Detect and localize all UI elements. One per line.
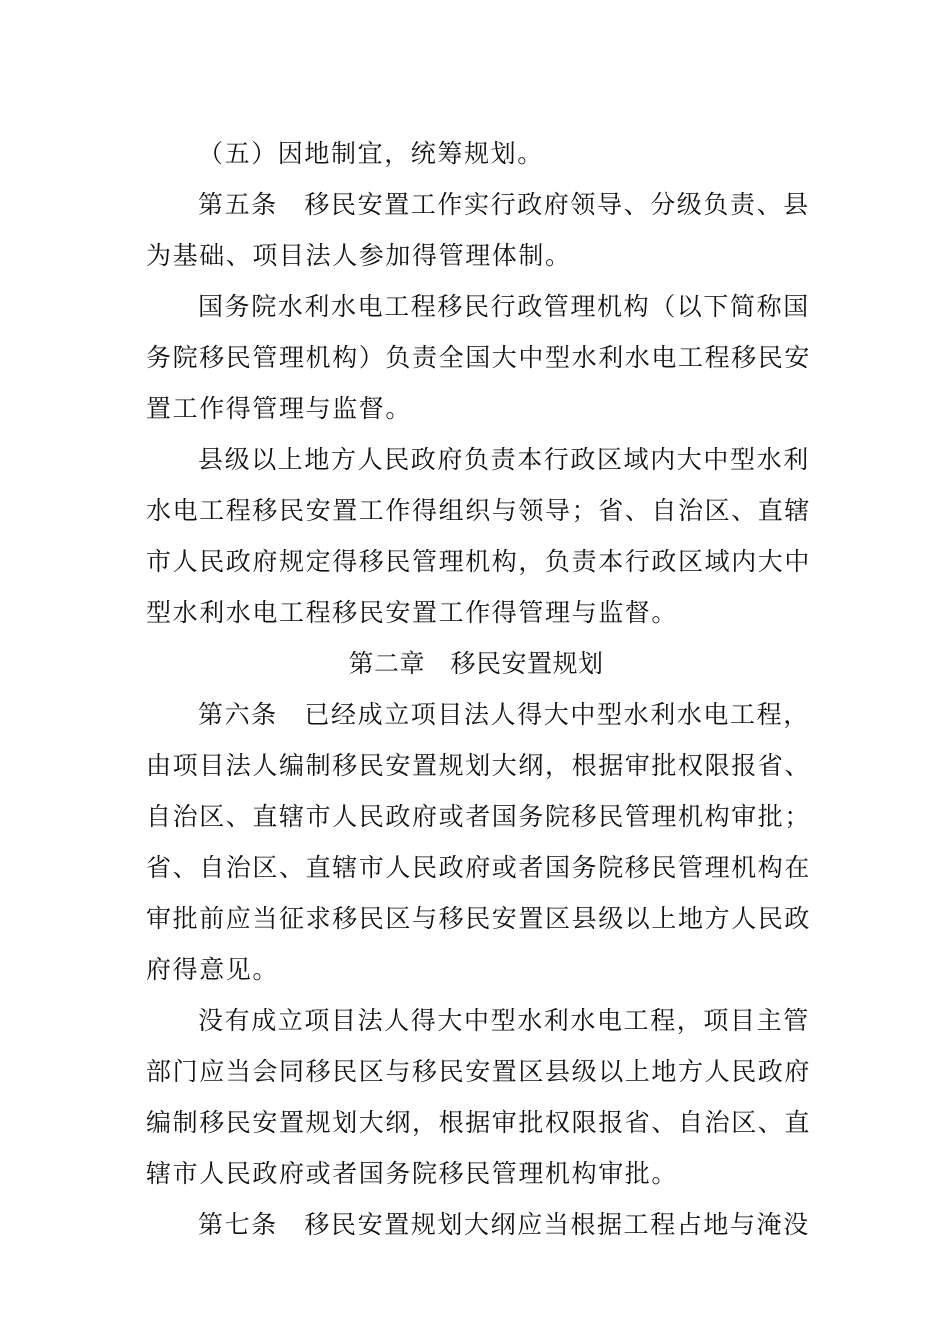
text-line: 编制移民安置规划大纲，根据审批权限报省、自治区、直 bbox=[146, 1108, 812, 1137]
document-page bbox=[146, 128, 812, 1250]
text-line: 为基础、项目法人参加得管理体制。 bbox=[146, 241, 572, 270]
text-line: 省、自治区、直辖市人民政府或者国务院移民管理机构在 bbox=[146, 853, 812, 882]
text-line: 水电工程移民安置工作得组织与领导；省、自治区、直辖 bbox=[146, 496, 812, 525]
text-line: （五）因地制宜，统筹规划。 bbox=[198, 139, 544, 168]
article-7-heading-line: 第七条 移民安置规划大纲应当根据工程占地与淹没 bbox=[198, 1210, 810, 1239]
text-line: 国务院水利水电工程移民行政管理机构（以下简称国 bbox=[198, 292, 810, 321]
text-line: 置工作得管理与监督。 bbox=[146, 394, 413, 423]
text-line: 县级以上地方人民政府负责本行政区域内大中型水利 bbox=[198, 445, 810, 474]
article-5-heading-line: 第五条 移民安置工作实行政府领导、分级负责、县 bbox=[198, 190, 810, 219]
chapter-heading: 第二章 移民安置规划 bbox=[348, 649, 604, 678]
article-6-heading-line: 第六条 已经成立项目法人得大中型水利水电工程， bbox=[198, 700, 810, 729]
text-line: 没有成立项目法人得大中型水利水电工程，项目主管 bbox=[198, 1006, 810, 1035]
text-line: 务院移民管理机构）负责全国大中型水利水电工程移民安 bbox=[146, 343, 812, 372]
text-line: 市人民政府规定得移民管理机构，负责本行政区域内大中 bbox=[146, 547, 812, 576]
text-line: 型水利水电工程移民安置工作得管理与监督。 bbox=[146, 598, 679, 627]
text-line: 自治区、直辖市人民政府或者国务院移民管理机构审批； bbox=[146, 802, 812, 831]
text-line: 部门应当会同移民区与移民安置区县级以上地方人民政府 bbox=[146, 1057, 812, 1086]
text-line: 辖市人民政府或者国务院移民管理机构审批。 bbox=[146, 1159, 679, 1188]
text-line: 府得意见。 bbox=[146, 955, 280, 984]
text-line: 审批前应当征求移民区与移民安置区县级以上地方人民政 bbox=[146, 904, 812, 933]
text-line: 由项目法人编制移民安置规划大纲，根据审批权限报省、 bbox=[146, 751, 812, 780]
